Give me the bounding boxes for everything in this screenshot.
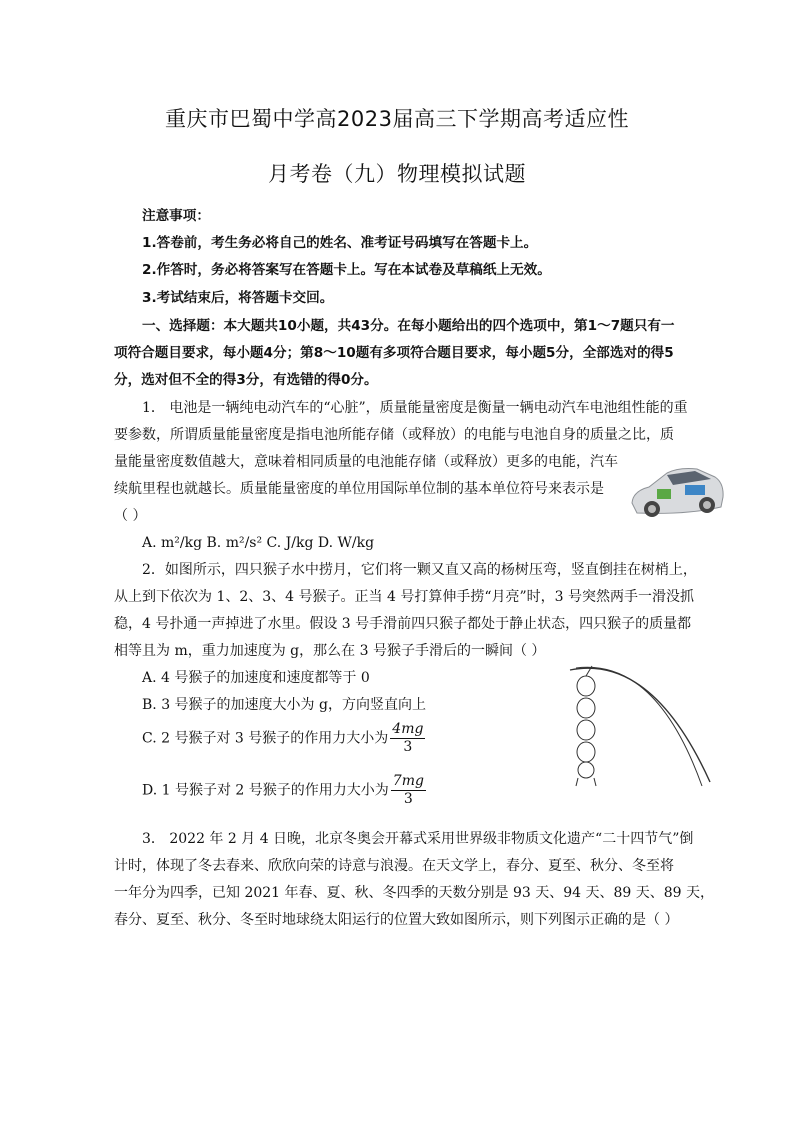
q2-option-d (142, 773, 426, 808)
notice-heading: 注意事项： (142, 208, 210, 224)
q2-option-d-text: D. 1 号猴子对 2 号猴子的作用力大小为 (142, 782, 389, 799)
fraction-c (390, 721, 425, 756)
q2-option-a: A. 4 号猴子的加速度和速度都等于 0 (142, 670, 370, 686)
q2-option-c (142, 721, 425, 756)
title-line-2: 月考卷（九）物理模拟试题 (268, 162, 526, 186)
notice-item-1: 1.答卷前，考生务必将自己的姓名、准考证号码填写在答题卡上。 (142, 235, 538, 251)
electric-car-image (627, 455, 727, 523)
q3-line-2: 计时，体现了冬去春来、欣欣向荣的诗意与浪漫。在天文学上，春分、夏至、秋分、冬至将 (114, 858, 674, 874)
section1-line-2: 项符合题目要求，每小题4分；第8～10题有多项符合题目要求，每小题5分，全部选对的得5 (114, 345, 674, 361)
monkeys-on-tree-image (562, 658, 712, 790)
q2-option-b: B. 3 号猴子的加速度大小为 g，方向竖直向上 (142, 697, 426, 713)
fraction-c-numerator: 4mg (392, 721, 424, 737)
section1-line-3: 分，选对但不全的得3分，有选错的得0分。 (114, 372, 378, 388)
q1-line-2: 要参数，所谓质量能量密度是指电池所能存储（或释放）的电能与电池自身的质量之比，质 (114, 427, 674, 443)
notice-item-2: 2.作答时，务必将答案写在答题卡上。写在本试卷及草稿纸上无效。 (142, 262, 551, 278)
q3-line-3: 一年分为四季，已知 2021 年春、夏、秋、冬四季的天数分别是 93 天、94 天、89 天、89 天， (114, 885, 715, 901)
fraction-c-denominator: 3 (403, 739, 413, 755)
q1-line-3: 量能量密度数值越大，意味着相同质量的电池能存储（或释放）更多的电能，汽车 (114, 454, 618, 470)
q2-line-2: 从上到下依次为 1、2、3、4 号猴子。正当 4 号打算伸手捞“月亮”时，3 号突然两手一滑没抓 (114, 589, 695, 605)
q1-line-4: 续航里程也就越长。质量能量密度的单位用国际单位制的基本单位符号来表示是 (114, 481, 604, 497)
fraction-d-denominator: 3 (403, 791, 413, 807)
q3-line-1: 3． 2022 年 2 月 4 日晚，北京冬奥会开幕式采用世界级非物质文化遗产“二十四节气”倒 (142, 831, 694, 847)
q2-line-3: 稳，4 号扑通一声掉进了水里。假设 3 号手滑前四只猴子都处于静止状态，四只猴子的质量都 (114, 616, 692, 632)
q3-line-4: 春分、夏至、秋分、冬至时地球绕太阳运行的位置大致如图所示，则下列图示正确的是（ ） (114, 912, 679, 928)
q1-line-5: （ ） (114, 508, 147, 524)
notice-item-3: 3.考试结束后，将答题卡交回。 (142, 290, 334, 306)
q2-line-4: 相等且为 m，重力加速度为 g，那么在 3 号猴子手滑后的一瞬间（ ） (114, 643, 546, 659)
title-line-1: 重庆市巴蜀中学高2023届高三下学期高考适应性 (165, 107, 629, 131)
section1-line-1: 一、选择题：本大题共10小题，共43分。在每小题给出的四个选项中，第1～7题只有一 (142, 318, 675, 334)
q2-option-c-text: C. 2 号猴子对 3 号猴子的作用力大小为 (142, 730, 389, 747)
q1-options: A. m²/kg B. m²/s² C. J/kg D. W/kg (142, 535, 375, 551)
fraction-d-numerator: 7mg (392, 773, 424, 789)
fraction-d (391, 773, 426, 808)
q1-line-1: 1． 电池是一辆纯电动汽车的“心脏”，质量能量密度是衡量一辆电动汽车电池组性能的重 (142, 400, 688, 416)
q2-line-1: 2．如图所示，四只猴子水中捞月，它们将一颗又直又高的杨树压弯，竖直倒挂在树梢上， (142, 562, 697, 578)
